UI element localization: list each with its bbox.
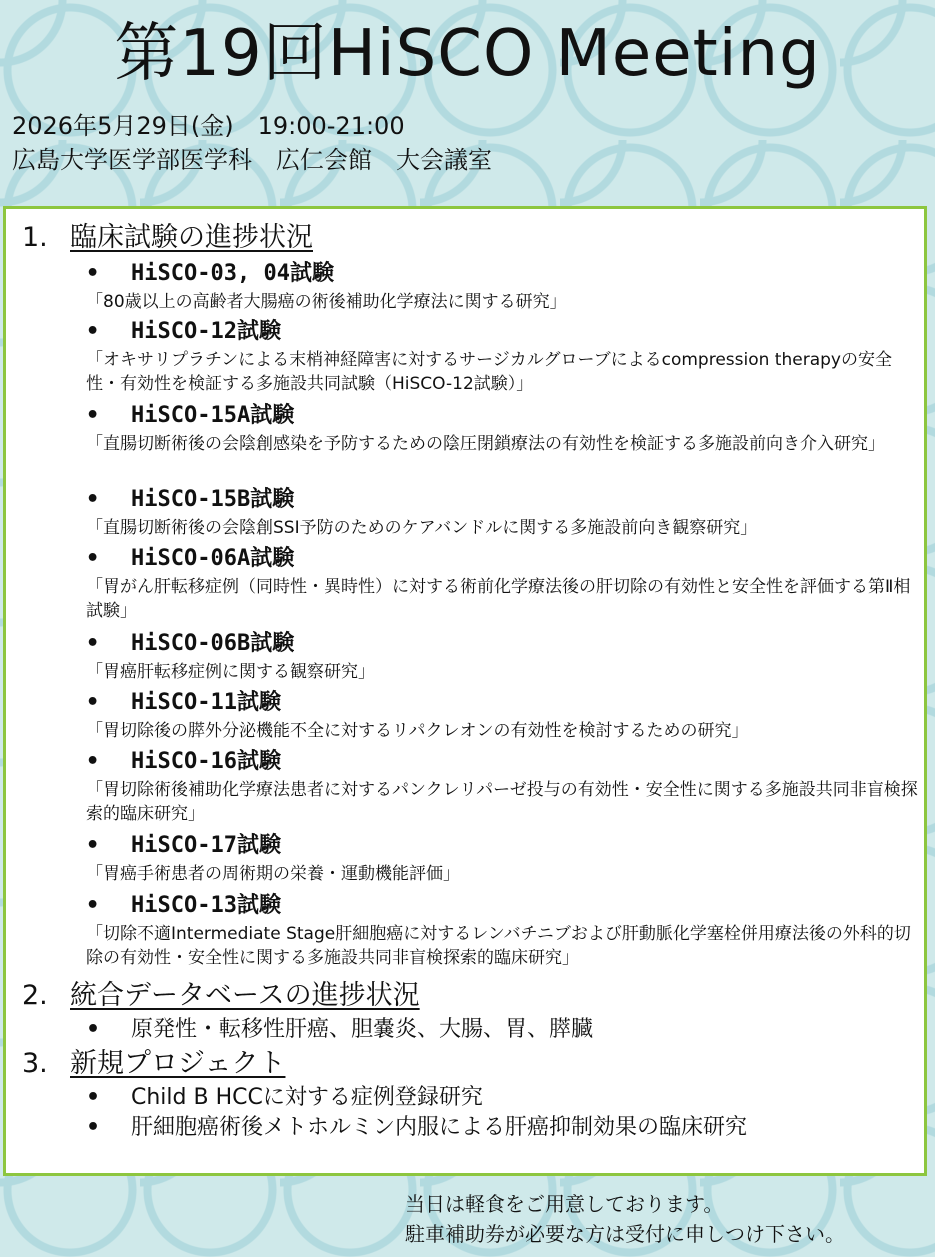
footer-note: 駐車補助券が必要な方は受付に申しつけ下さい。 bbox=[405, 1222, 845, 1246]
list-item: • 肝細胞癌術後メトホルミン内服による肝癌抑制効果の臨床研究 bbox=[86, 1113, 747, 1143]
trial-name: • HiSCO-11試験 bbox=[86, 688, 281, 718]
bullet-icon: • bbox=[86, 403, 100, 428]
trial-name: • HiSCO-15A試験 bbox=[86, 401, 294, 431]
meeting-date: 2026年5月29日(金) 19:00-21:00 bbox=[12, 112, 405, 140]
bullet-icon: • bbox=[86, 1115, 101, 1140]
trial-name: • HiSCO-12試験 bbox=[86, 317, 281, 347]
section-number: 2. bbox=[22, 980, 48, 1011]
bullet-icon: • bbox=[86, 1017, 101, 1042]
section-heading bbox=[22, 979, 420, 1013]
trial-name: • HiSCO-06A試験 bbox=[86, 544, 294, 574]
trial-description: 「直腸切断術後の会陰創SSI予防のためのケアバンドルに関する多施設前向き観察研究」 bbox=[86, 518, 758, 538]
trial-name: • HiSCO-16試験 bbox=[86, 747, 281, 777]
bullet-icon: • bbox=[86, 1085, 101, 1110]
section-number: 3. bbox=[22, 1048, 48, 1079]
trial-description: 「胃がん肝転移症例（同時性・異時性）に対する術前化学療法後の肝切除の有効性と安全性を評価する第Ⅱ相試験」 bbox=[86, 577, 911, 621]
trial-description: 「胃切除術後補助化学療法患者に対するパンクレリパーゼ投与の有効性・安全性に関する多施設共同非盲検探索的臨床研究」 bbox=[86, 780, 918, 824]
trial-name: • HiSCO-13試験 bbox=[86, 891, 281, 921]
section-heading bbox=[22, 1047, 285, 1081]
trial-description: 「オキサリプラチンによる末梢神経障害に対するサージカルグローブによるcompression therapyの安全性・有効性を検証する多施設共同試験（HiSCO-12試験）」 bbox=[86, 350, 892, 394]
bullet-icon: • bbox=[86, 690, 100, 715]
section-title: 統合データベースの進捗状況 bbox=[70, 980, 420, 1011]
bullet-icon: • bbox=[86, 833, 100, 858]
agenda-panel bbox=[3, 206, 927, 1176]
section-title: 新規プロジェクト bbox=[70, 1048, 286, 1079]
bullet-icon: • bbox=[86, 487, 100, 512]
trial-description: 「切除不適Intermediate Stage肝細胞癌に対するレンバチニブおよび肝動脈化学塞栓併用療法後の外科的切除の有効性・安全性に関する多施設共同非盲検探索的臨床研究」 bbox=[86, 924, 911, 968]
trial-name: • HiSCO-06B試験 bbox=[86, 629, 294, 659]
list-item: • 原発性・転移性肝癌、胆嚢炎、大腸、胃、膵臓 bbox=[86, 1015, 593, 1045]
trial-description: 「80歳以上の高齢者大腸癌の術後補助化学療法に関する研究」 bbox=[86, 292, 567, 312]
page-title: 第19回HiSCO Meeting bbox=[114, 17, 821, 91]
bullet-icon: • bbox=[86, 261, 100, 286]
section-title: 臨床試験の進捗状況 bbox=[70, 222, 313, 253]
footer-note: 当日は軽食をご用意しております。 bbox=[405, 1192, 724, 1216]
bullet-icon: • bbox=[86, 631, 100, 656]
bullet-icon: • bbox=[86, 546, 100, 571]
section-number: 1. bbox=[22, 222, 48, 253]
bullet-icon: • bbox=[86, 749, 100, 774]
trial-name: • HiSCO-15B試験 bbox=[86, 485, 294, 515]
trial-name: • HiSCO-03, 04試験 bbox=[86, 259, 334, 289]
list-item: • Child B HCCに対する症例登録研究 bbox=[86, 1083, 483, 1113]
trial-description: 「直腸切断術後の会陰創感染を予防するための陰圧閉鎖療法の有効性を検証する多施設前向き介入研究」 bbox=[86, 434, 885, 454]
trial-description: 「胃切除後の膵外分泌機能不全に対するリパクレオンの有効性を検討するための研究」 bbox=[86, 721, 749, 741]
meeting-venue: 広島大学医学部医学科 広仁会館 大会議室 bbox=[12, 146, 492, 174]
section-heading bbox=[22, 221, 313, 255]
bullet-icon: • bbox=[86, 893, 100, 918]
trial-name: • HiSCO-17試験 bbox=[86, 831, 281, 861]
trial-description: 「胃癌肝転移症例に関する観察研究」 bbox=[86, 662, 375, 682]
bullet-icon: • bbox=[86, 319, 100, 344]
trial-description: 「胃癌手術患者の周術期の栄養・運動機能評価」 bbox=[86, 864, 460, 884]
